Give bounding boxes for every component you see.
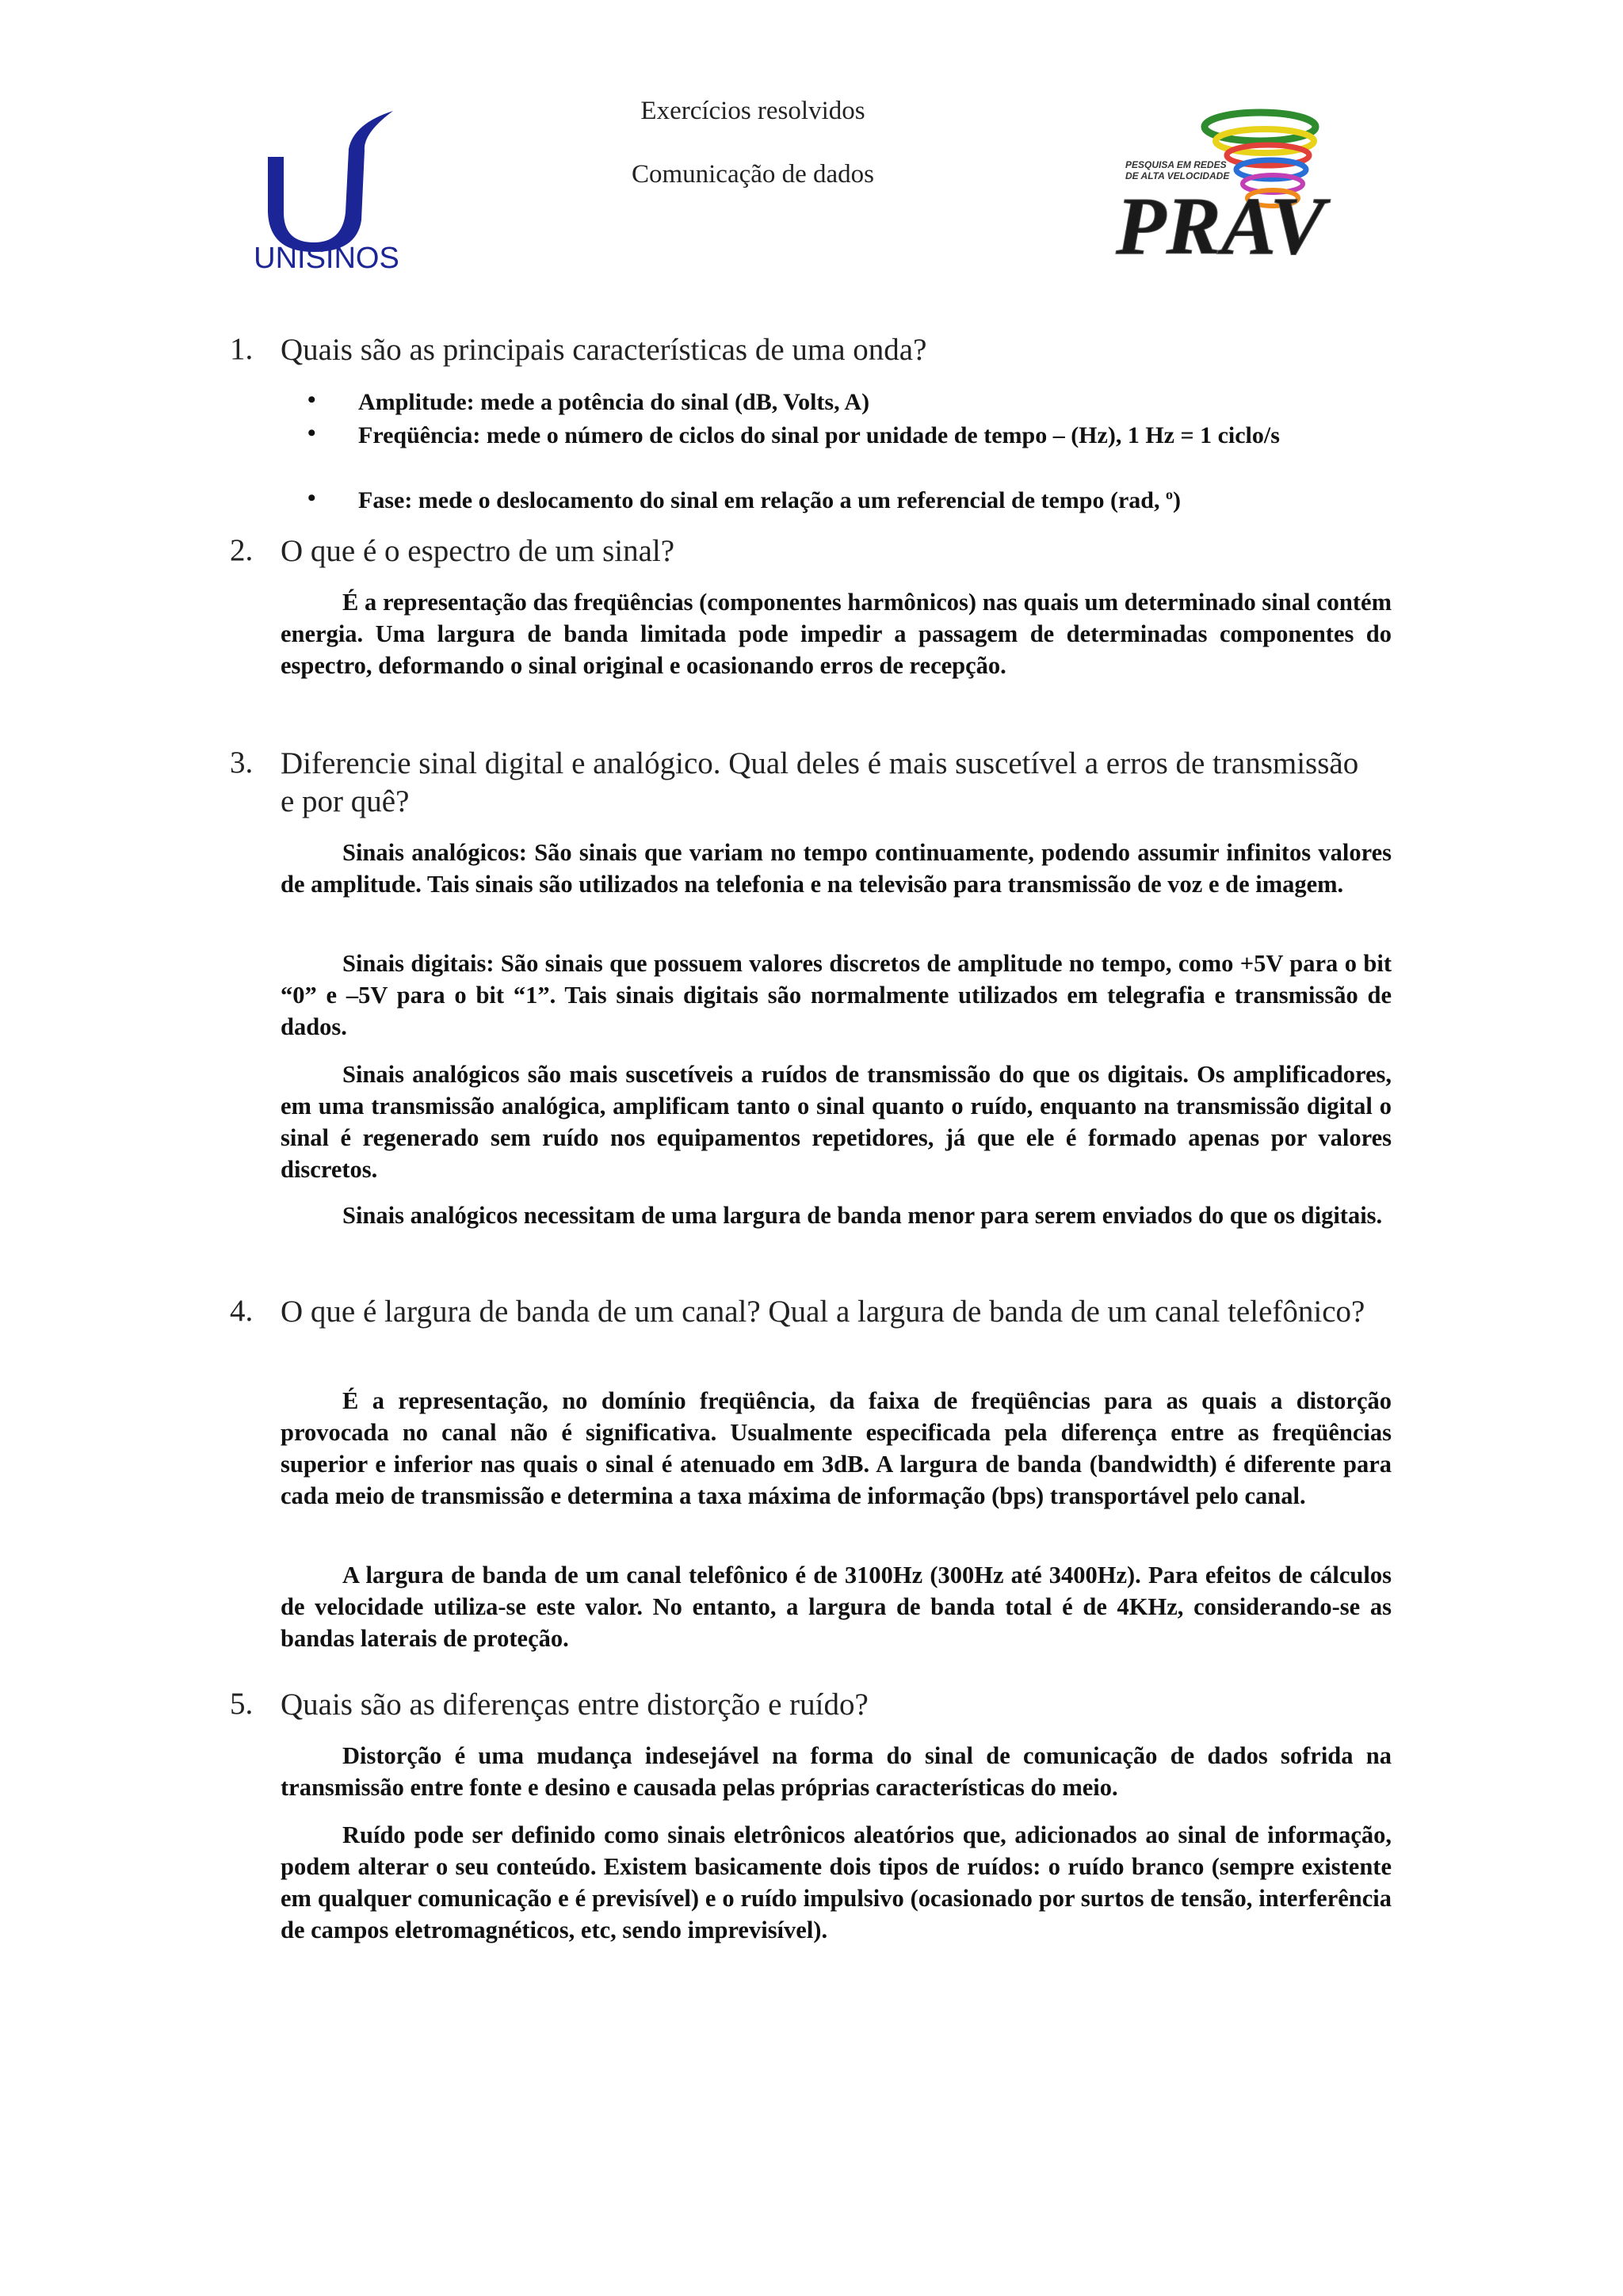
q5-answer-ruido: Ruído pode ser definido como sinais eletrônicos aleatórios que, adicionados ao sinal de informação, podem alterar o seu conteúdo. Existem basicamente dois tipos de ruídos: o ruído branco (sempre existente em qualquer comunicação e é previsível) e o ruído impulsivo (ocasionado por surtos de tensão, interferência de campos eletromagnéticos, etc, sendo imprevisível). — [281, 1821, 1392, 1943]
bullet-icon: • — [307, 387, 316, 413]
question-4-title: O que é largura de banda de um canal? Qual a largura de banda de um canal telefônico? — [281, 1295, 1365, 1329]
bullet-icon: • — [307, 420, 316, 446]
q3-answer-digitais: Sinais digitais: São sinais que possuem valores discretos de amplitude no tempo, como +5V para o bit “0” e –5V para o bit “1”. Tais sinais digitais são normalmente utilizados em telegrafia e transmissão de dados. — [281, 950, 1392, 1040]
question-5-number: 5. — [230, 1687, 254, 1721]
q1-bullet-fase: Fase: mede o deslocamento do sinal em relação a um referencial de tempo (rad, $^o$) — [358, 486, 1181, 513]
q1-bullet-amplitude: Amplitude: mede a potência do sinal (dB, Volts, A) — [358, 389, 870, 415]
unisinos-wordmark: UNISINOS — [254, 242, 399, 275]
q5-answer-distorcao: Distorção é uma mudança indesejável na forma do sinal de comunicação de dados sofrida na transmissão entre fonte e desino e causada pelas próprias características do meio. — [281, 1742, 1392, 1801]
prav-logo — [1109, 95, 1411, 269]
prav-tagline-2: DE ALTA VELOCIDADE — [1125, 170, 1230, 181]
q4-answer-telefonico: A largura de banda de um canal telefônico é de 3100Hz (300Hz até 3400Hz). Para efeitos de cálculos de velocidade utiliza-se este valor. No entanto, a largura de banda total é de 4KHz, considerando-se as bandas laterais de proteção. — [281, 1562, 1392, 1652]
question-1-title: Quais são as principais características de uma onda? — [281, 333, 927, 367]
prav-wordmark: PRAV — [1116, 181, 1325, 269]
question-3-title: Diferencie sinal digital e analógico. Qual deles é mais suscetível a erros de transmissão e por quê? — [281, 746, 1359, 818]
question-5-title: Quais são as diferenças entre distorção e ruído? — [281, 1688, 869, 1722]
q2-answer: É a representação das freqüências (componentes harmônicos) nas quais um determinado sinal contém energia. Uma largura de banda limitada pode impedir a passagem de determinadas componentes do espectro, deformando o sinal original e ocasionando erros de recepção. — [281, 589, 1392, 679]
q3-answer-largura: Sinais analógicos necessitam de uma largura de banda menor para serem enviados do que os digitais. — [342, 1202, 1383, 1229]
question-4-number: 4. — [230, 1294, 254, 1328]
q3-answer-comparacao: Sinais analógicos são mais suscetíveis a ruídos de transmissão do que os digitais. Os amplificadores, em uma transmissão analógica, amplificam tanto o sinal quanto o ruído, enquanto na transmissão digital o sinal é regenerado sem ruído nos equipamentos repetidores, já que ele é formado apenas por valores discretos. — [281, 1061, 1392, 1183]
unisinos-logo — [238, 101, 420, 276]
question-1-number: 1. — [230, 332, 254, 366]
q1-bullet-frequencia: Freqüência: mede o número de ciclos do sinal por unidade de tempo – (Hz), 1 Hz = 1 ciclo/s — [358, 422, 1280, 448]
header-title: Exercícios resolvidos — [640, 97, 865, 125]
prav-tagline-1: PESQUISA EM REDES — [1125, 159, 1227, 170]
question-2-title: O que é o espectro de um sinal? — [281, 534, 675, 568]
bullet-icon: • — [307, 485, 316, 511]
q4-answer-definicao: É a representação, no domínio freqüência, da faixa de freqüências para as quais a distorção provocada no canal não é significativa. Usualmente especificada pela diferença entre as freqüências superior e inferior nas quais o sinal é atenuado em 3dB. A largura de banda (bandwidth) é diferente para cada meio de transmissão e determina a taxa máxima de informação (bps) transportável pelo canal. — [281, 1387, 1392, 1509]
unisinos-mark — [268, 111, 393, 252]
q3-answer-analogicos: Sinais analógicos: São sinais que variam no tempo continuamente, podendo assumir infinitos valores de amplitude. Tais sinais são utilizados na telefonia e na televisão para transmissão de voz e de imagem. — [281, 839, 1392, 898]
question-2-number: 2. — [230, 533, 254, 567]
header-subtitle: Comunicação de dados — [631, 160, 875, 189]
question-3-number: 3. — [230, 746, 254, 780]
